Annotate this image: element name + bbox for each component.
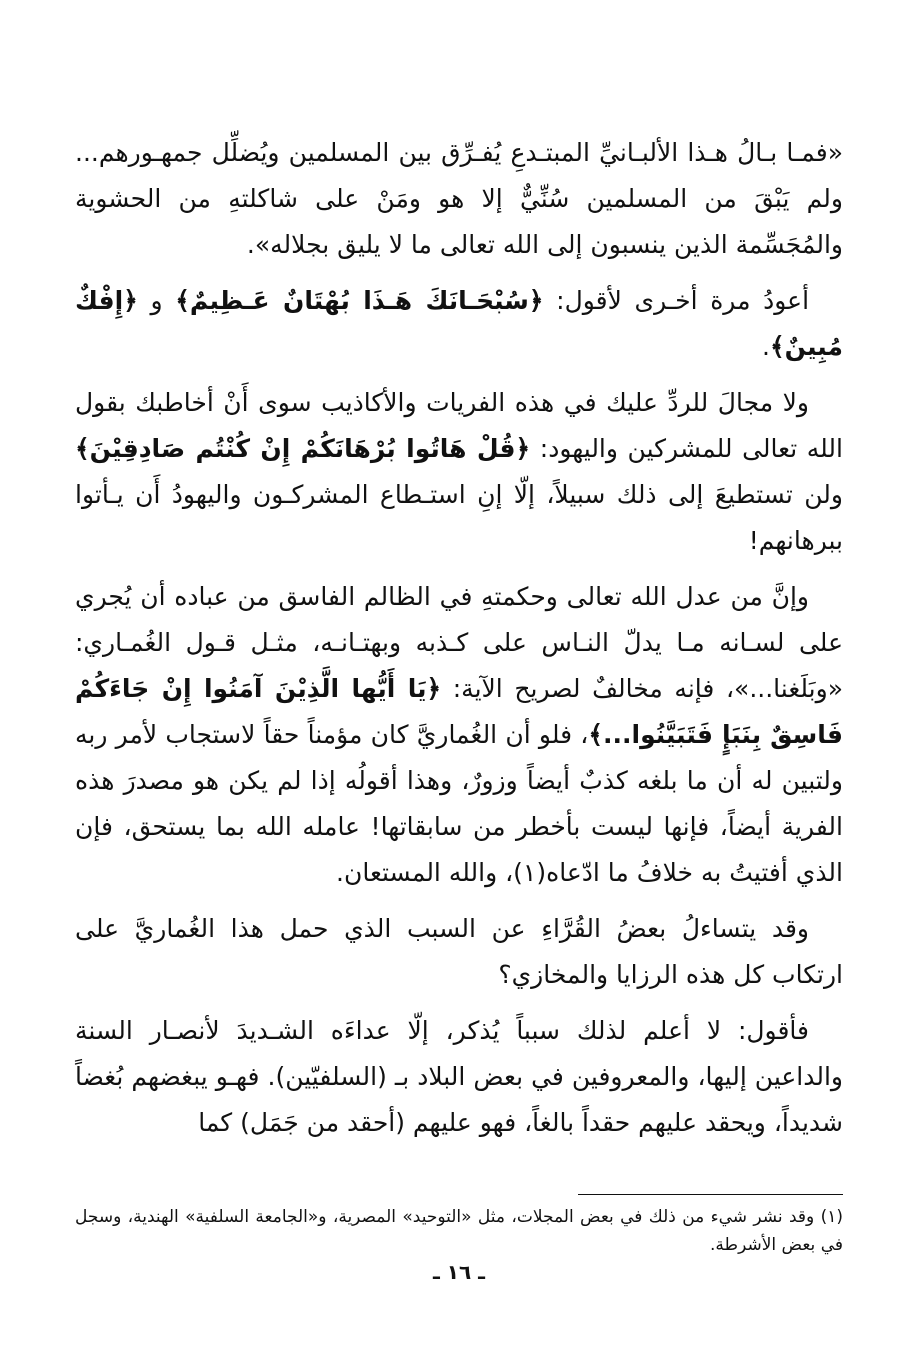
- paragraph-quote-albani: «فمـا بـالُ هـذا الألبـانيِّ المبتـدعِ يُفـرِّق بين المسلمين ويُضلِّل جمهـورهم... ولم يَبْقَ من المسلمين سُنِّيٌّ إلا هو ومَنْ على شاكلتهِ من الحشوية والمُجَسِّمة الذين ينسبون إلى الله تعالى ما لا يليق بجلاله».: [75, 138, 843, 259]
- conjunction: و: [137, 286, 176, 315]
- quran-verse-burhanakum: ﴿قُلْ هَاتُوا بُرْهَانَكُمْ إِنْ كُنْتُم صَادِقِيْنَ﴾: [75, 434, 531, 463]
- paragraph-reply-intro: أعودُ مرة أخـرى لأقول:: [543, 286, 810, 315]
- paragraph-ghumari-end: ، فلو أن الغُماريَّ كان مؤمناً حقاً لاستجاب لأمر ربه ولتبين له أن ما بلغه كذبٌ أيضاً وزورٌ، وهذا أقولُه إذا لم يكن هو مصدرَ هذه الفرية أيضاً، فإنها ليست بأخطر من سابقاتها! عامله الله بما يستحق، فإن الذي أفتيتُ به خلافُ ما ادّعاه(١)، والله المستعان.: [75, 720, 843, 887]
- page-body: [75, 130, 843, 1156]
- footnote: (١) وقد نشر شيء من ذلك في بعض المجلات، مثل «التوحيد» المصرية، و«الجامعة السلفية» الهندية، وسجل في بعض الأشرطة.: [75, 1207, 843, 1255]
- paragraph-answer: فأقول: لا أعلم لذلك سبباً يُذكر، إلّا عداءَه الشـديدَ لأنصـار السنة والداعين إليها، والمعروفين في بعض البلاد بـ (السلفيّين). فهـو يبغضهم بُغضاً شديداً، ويحقد عليهم حقداً بالغاً، فهو عليهم (أحقد من جَمَل) كما: [75, 1016, 843, 1137]
- page-number: ـ ١٦ ـ: [432, 1260, 486, 1284]
- paragraph-challenge: [75, 380, 843, 564]
- footnote-divider: [578, 1194, 843, 1195]
- quran-verse-fatabayyanu: ﴿يَا أَيُّها الَّذِيْنَ آمَنُوا إِنْ جَاءَكُمْ فَاسِقٌ بِنَبَإٍ فَتَبَيَّنُوا...﴾: [75, 674, 843, 749]
- quran-verse-ifk-mubin: ﴿إِفْكٌ مُبِينٌ﴾: [75, 286, 843, 361]
- paragraph-challenge-intro: ولا مجالَ للردِّ عليك في هذه الفريات والأكاذيب سوى أَنْ أخاطبك بقول الله تعالى للمشركين واليهود:: [75, 388, 843, 463]
- paragraph-ghumari-intro: وإنَّ من عدل الله تعالى وحكمتهِ في الظالم الفاسق من عباده أن يُجري على لسـانه مـا يدلّ النـاس على كـذبه وبهتـانـه، مثـل قـول الغُمـاري: «وبَلَغنا...»، فإنه مخالفٌ لصريح الآية:: [75, 582, 843, 703]
- paragraph-reply-end: .: [762, 332, 770, 361]
- paragraph-ghumari: [75, 574, 843, 896]
- paragraph-question: وقد يتساءلُ بعضُ القُرَّاءِ عن السبب الذي حمل هذا الغُماريَّ على ارتكاب كل هذه الرزايا والمخازي؟: [75, 914, 843, 989]
- quran-verse-subhanaka: ﴿سُبْحَـانَكَ هَـذَا بُهْتَانٌ عَـظِيمٌ﴾: [175, 286, 544, 315]
- paragraph-reply: [75, 278, 843, 370]
- paragraph-challenge-end: ولن تستطيعَ إلى ذلك سبيلاً، إلّا إنِ استـطاع المشركـون واليهودُ أَن يـأتوا ببرهانهم!: [75, 480, 843, 555]
